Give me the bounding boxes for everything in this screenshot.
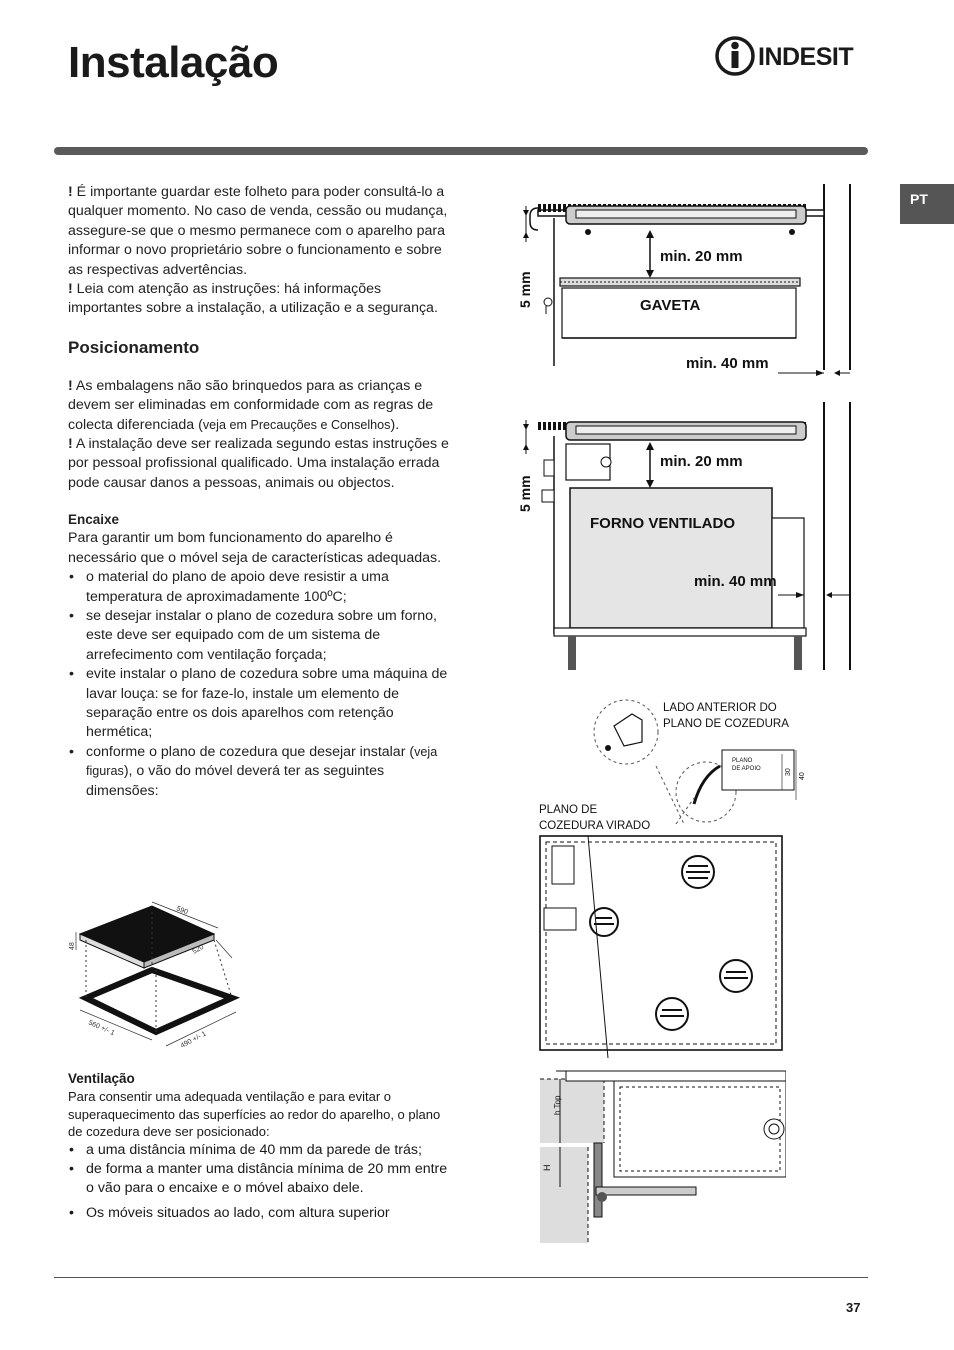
text-column — [68, 183, 458, 801]
list-item: • se desejar instalar o plano de cozedura sobre um forno, este deve ser equipado com de um sistema de arrefecimento com ventilação forçada; — [68, 607, 458, 665]
language-tab: PT — [900, 184, 954, 224]
hob-bracket-figure — [534, 696, 814, 1058]
svg-text:48: 48 — [69, 942, 76, 950]
oven-installation-figure — [510, 398, 860, 673]
list-item: • a uma distância mínima de 40 mm da parede de trás; — [68, 1141, 458, 1160]
ventilacao-section — [68, 1069, 458, 1223]
svg-text:30: 30 — [785, 768, 792, 776]
encaixe-intro: Para garantir um bom funcionamento do aparelho é necessário que o móvel seja de características adequadas. — [68, 530, 442, 566]
svg-text:DE APOIO: DE APOIO — [732, 766, 761, 772]
footer-rule — [54, 1277, 868, 1278]
drawer-installation-figure — [510, 180, 860, 385]
page-title: Instalação — [68, 38, 279, 87]
list-item: • o material do plano de apoio deve resistir a uma temperatura de aproximadamente 100ºC; — [68, 568, 458, 607]
svg-text:520: 520 — [191, 943, 206, 956]
encaixe-list — [68, 568, 458, 801]
svg-text:h Top: h Top — [553, 1095, 562, 1115]
intro-paragraph-1: ! É importante guardar este folheto para poder consultá-lo a qualquer momento. No caso de venda, cessão ou mudança, assegure-se que o mesmo permanece com o aparelho para informar o novo proprietário sobre o funcionamento e sobre as respectivas advertências. — [68, 184, 448, 278]
svg-text:min. 20 mm: min. 20 mm — [660, 453, 743, 470]
svg-text:5 mm: 5 mm — [517, 475, 533, 512]
list-item: • evite instalar o plano de cozedura sobre uma máquina de lavar louça: se for faze-lo, instale um elemento de separação entre os dois aparelhos com retenção hermética; — [68, 665, 458, 743]
svg-text:PLANO DE: PLANO DE — [539, 804, 598, 816]
svg-text:COZEDURA VIRADO: COZEDURA VIRADO — [539, 820, 651, 832]
svg-text:490 +/- 1: 490 +/- 1 — [179, 1030, 208, 1050]
list-item: • conforme o plano de cozedura que desejar instalar (veja figuras), o vão do móvel deverá ter as seguintes dimensões: — [68, 743, 458, 801]
svg-text:590: 590 — [175, 905, 189, 917]
ventilacao-list — [68, 1141, 458, 1224]
list-item: • de forma a manter uma distância mínima de 20 mm entre o vão para o encaixe e o móvel abaixo dele. — [68, 1160, 458, 1199]
svg-text:5 mm: 5 mm — [517, 271, 533, 308]
ventilacao-heading: Ventilação — [68, 1071, 135, 1086]
page-number: 37 — [846, 1300, 861, 1315]
indesit-logo — [714, 34, 874, 78]
svg-text:H: H — [542, 1164, 552, 1171]
header-rule — [54, 147, 868, 155]
posicionamento-heading: Posicionamento — [68, 337, 200, 357]
svg-text:GAVETA: GAVETA — [640, 297, 701, 314]
svg-text:560 +/- 1: 560 +/- 1 — [87, 1019, 116, 1038]
ventilacao-intro: Para consentir uma adequada ventilação e para evitar o superaquecimento das superfícies ao redor do aparelho, o plano de cozedura deve ser posicionado: — [68, 1089, 441, 1139]
svg-text:min. 40 mm: min. 40 mm — [694, 573, 777, 590]
posicionamento-paragraph-2: ! A instalação deve ser realizada segundo estas instruções e por pessoal profissional qualificado. Uma instalação errada pode causar danos a pessoas, animais ou objectos. — [68, 436, 449, 491]
svg-text:PLANO DE COZEDURA: PLANO DE COZEDURA — [663, 718, 789, 730]
svg-text:LADO ANTERIOR DO: LADO ANTERIOR DO — [663, 702, 777, 714]
posicionamento-paragraph-1: ! As embalagens não são brinquedos para as crianças e devem ser eliminadas em conformidade com as regras de colecta diferenciada (veja em Precauções e Conselhos). — [68, 377, 434, 433]
svg-text:min. 40 mm: min. 40 mm — [686, 355, 769, 372]
list-item: • Os móveis situados ao lado, com altura superior — [68, 1204, 458, 1223]
intro-paragraph-2: ! Leia com atenção as instruções: há informações importantes sobre a instalação, a utilização e a segurança. — [68, 281, 438, 317]
svg-text:INDESIT: INDESIT — [758, 43, 854, 71]
svg-text:PLANO: PLANO — [732, 758, 753, 764]
svg-text:FORNO VENTILADO: FORNO VENTILADO — [590, 515, 735, 532]
hob-section-figure — [536, 1067, 786, 1247]
svg-text:40: 40 — [799, 772, 806, 780]
cutout-dimensions-figure — [66, 898, 246, 1058]
encaixe-heading: Encaixe — [68, 512, 120, 528]
svg-text:min. 20 mm: min. 20 mm — [660, 248, 743, 265]
